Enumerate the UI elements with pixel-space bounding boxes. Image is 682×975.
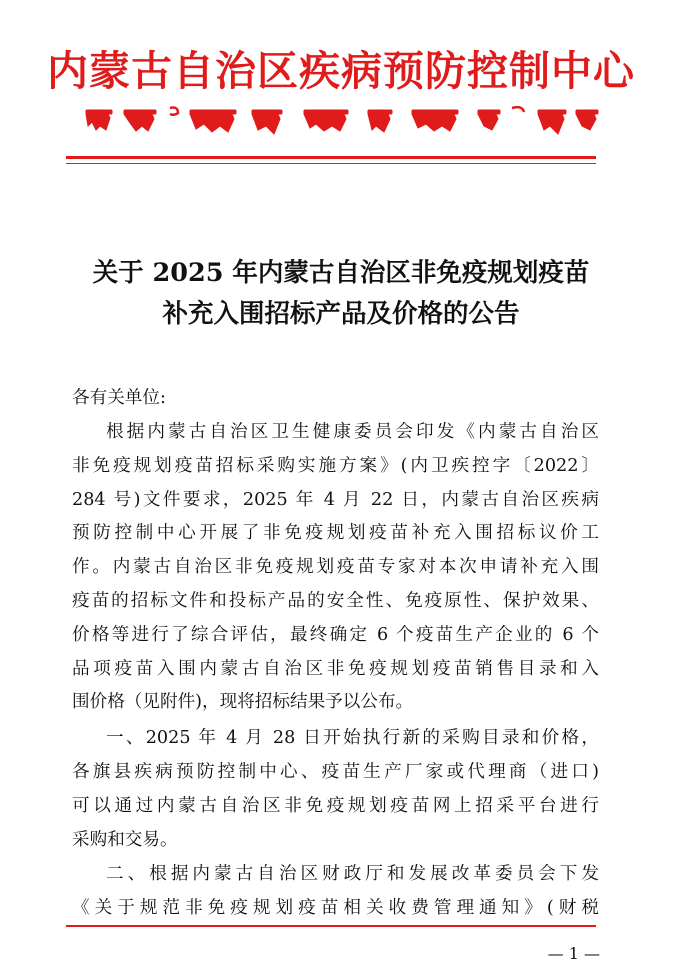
footer-divider — [66, 925, 596, 927]
paragraph-line: 采购和交易。 — [72, 830, 178, 850]
paragraph-line: 二、根据内蒙古自治区财政厅和发展改革委员会下发 — [106, 864, 599, 884]
paragraph-line: 作。内蒙古自治区非免疫规划疫苗专家对本次申请补充入围 — [72, 557, 599, 577]
paragraph-line: 疫苗的招标文件和投标产品的安全性、免疫原性、保护效果、 — [72, 591, 599, 611]
organization-header: 内蒙古自治区疾病预防控制中心 — [47, 47, 635, 95]
paragraph-line: 围价格（见附件)，现将招标结果予以公布。 — [72, 692, 414, 712]
paragraph-line: 价格等进行了综合评估，最终确定 6 个疫苗生产企业的 6 个 — [72, 625, 599, 645]
salutation: 各有关单位: — [72, 388, 166, 408]
paragraph-line: 品项疫苗入围内蒙古自治区非免疫规划疫苗销售目录和入 — [72, 659, 599, 679]
page-number: — 1 — — [547, 944, 600, 963]
document-title-line-1: 关于 2025 年内蒙古自治区非免疫规划疫苗 — [92, 258, 590, 288]
header-divider-thin — [66, 163, 596, 164]
paragraph-line: 非免疫规划疫苗招标采购实施方案》(内卫疾控字〔2022〕 — [72, 456, 599, 476]
paragraph-line: 可以通过内蒙古自治区非免疫规划疫苗网上招采平台进行 — [72, 796, 599, 816]
header-divider-thick — [66, 156, 596, 159]
paragraph-line: 各旗县疾病预防控制中心、疫苗生产厂家或代理商（进口) — [72, 762, 599, 782]
mongolian-script-header — [82, 104, 600, 138]
paragraph-line: 预防控制中心开展了非免疫规划疫苗补充入围招标议价工 — [72, 523, 599, 543]
paragraph-line: 一、2025 年 4 月 28 日开始执行新的采购目录和价格， — [106, 728, 599, 748]
document-title-line-2: 补充入围招标产品及价格的公告 — [162, 299, 520, 329]
paragraph-line: 根据内蒙古自治区卫生健康委员会印发《内蒙古自治区 — [106, 422, 599, 442]
paragraph-line: 284 号)文件要求，2025 年 4 月 22 日，内蒙古自治区疾病 — [72, 490, 599, 510]
paragraph-line: 《关于规范非免疫规划疫苗相关收费管理通知》(财税 — [72, 898, 599, 918]
